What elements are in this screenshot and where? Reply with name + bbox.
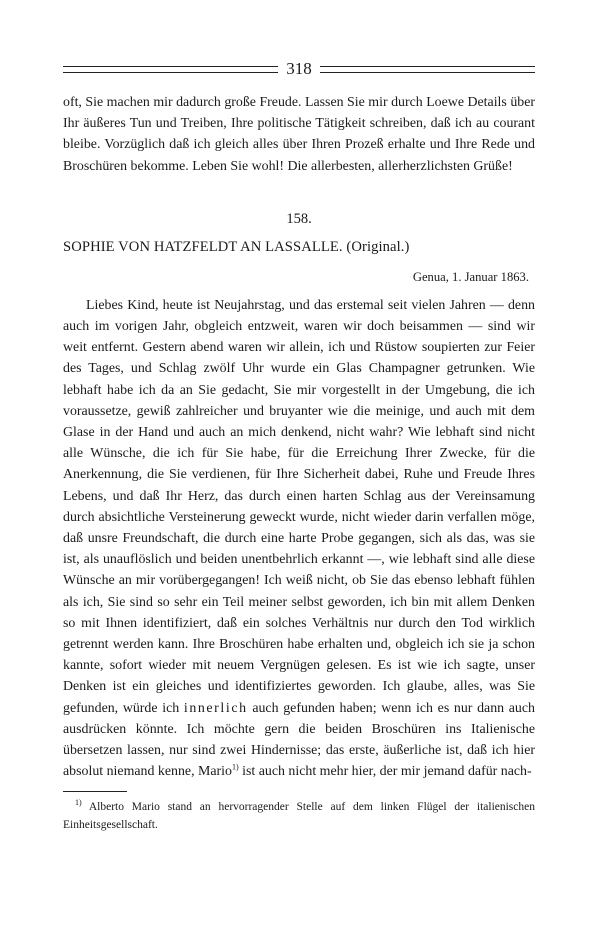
letter-dateline: Genua, 1. Januar 1863. [412, 269, 529, 284]
letter-body-paragraph [63, 295, 535, 783]
page-header [63, 56, 535, 82]
document-page [63, 56, 535, 834]
footnote-paragraph [63, 799, 535, 834]
footnote-marker: 1) [75, 798, 82, 808]
spaced-emphasis: innerlich [183, 700, 248, 716]
letter-text-part-1: Liebes Kind, heute ist Neujahrstag, und das erstemal seit vielen Jahren — denn auch im vorigen Jahr, obgleich entzweit, waren wir doch beisammen — sind wir weit entfernt. Gestern abend waren wir allein, ich und Rüstow soupierten zur Feier des Tages, und Schlag zwölf Uhr wurde ein Glas Champagner getrunken. Wie lebhaft habe ich da an Sie gedacht, Sie mir vorgestellt in der Umgebung, die ich voraussetze, gewiß zahlreicher und bruyanter wie die meinige, und auch mit dem Glase in der Hand und auch an mich denkend, nicht wahr? Wie lebhaft sind nicht alle Wünsche, die ich für Sie habe, für die Erreichung Ihrer Zwecke, für die Anerkennung, die Sie verdienen, für Ihre Sicherheit dabei, Ruhe und Freude Ihres Lebens, und daß Ihr Herz, das durch einen harten Schlag aus der Vereinsamung durch absichtliche Versteinerung geweckt wurde, nicht wieder darin verfallen möge, daß unsre Freundschaft, die durch eine harte Probe gegangen, sich als das, was sie ist, als unauflöslich und beiden unentbehrlich erkannt —, wie lebhaft sind alle diese Wünsche an mir vorübergegangen! Ich weiß nicht, ob Sie das ebenso lebhaft fühlen als ich, Sie sind so sehr ein Teil meiner selbst geworden, ich bin mit allem Denken so mit Ihnen identifiziert, daß ein solches Verhältnis nur durch den Tod wirklich getrennt werden kann. Ihre Broschüren habe erhalten und, obgleich ich sie ja schon kannte, sofort wieder mit neuem Vergnügen gelesen. Es ist wie ich sagte, unser Denken ist ein gleiches und identifiziertes geworden. Ich glaube, alles, was Sie gefunden, würde ich [63, 297, 535, 716]
continuation-text: oft, Sie machen mir dadurch große Freude. Lassen Sie mir durch Loewe Details über Ihr äußeres Tun und Treiben, Ihre politische Tätigkeit schreiben, daß ich au courant bleibe. Vorzüglich daß ich gleich alles über Ihren Prozeß erhalte und Ihre Rede und Broschüren bekomme. Leben Sie wohl! Die allerbesten, allerherzlichsten Grüße! [63, 95, 535, 174]
footnote-divider [63, 791, 127, 792]
footnote-text: Alberto Mario stand an hervorragender Stelle auf dem linken Flügel der italienischen Einheitsgesellschaft. [63, 801, 535, 831]
header-rule-right [320, 66, 535, 73]
letter-text-part-2: auch gefunden haben; wenn ich es nur dann auch ausdrücken könnte. Ich möchte gern die beiden Broschüren ins Italienische übersetzen lassen, nur sind zwei Hindernisse; das erste, äußerliche ist, daß ich hier absolut niemand kenne, Mario [63, 700, 535, 780]
letter-heading: SOPHIE VON HATZFELDT AN LASSALLE. (Original.) [63, 238, 410, 255]
footnote [63, 799, 535, 834]
page-number: 318 [286, 59, 312, 78]
letter-body [63, 295, 535, 783]
header-rule-left [63, 66, 278, 73]
footnote-reference: 1) [231, 762, 239, 772]
letter-text-part-3: ist auch nicht mehr hier, der mir jemand dafür nach- [238, 764, 532, 780]
letter-number: 158. [286, 210, 312, 227]
continuation-paragraph [63, 92, 535, 177]
